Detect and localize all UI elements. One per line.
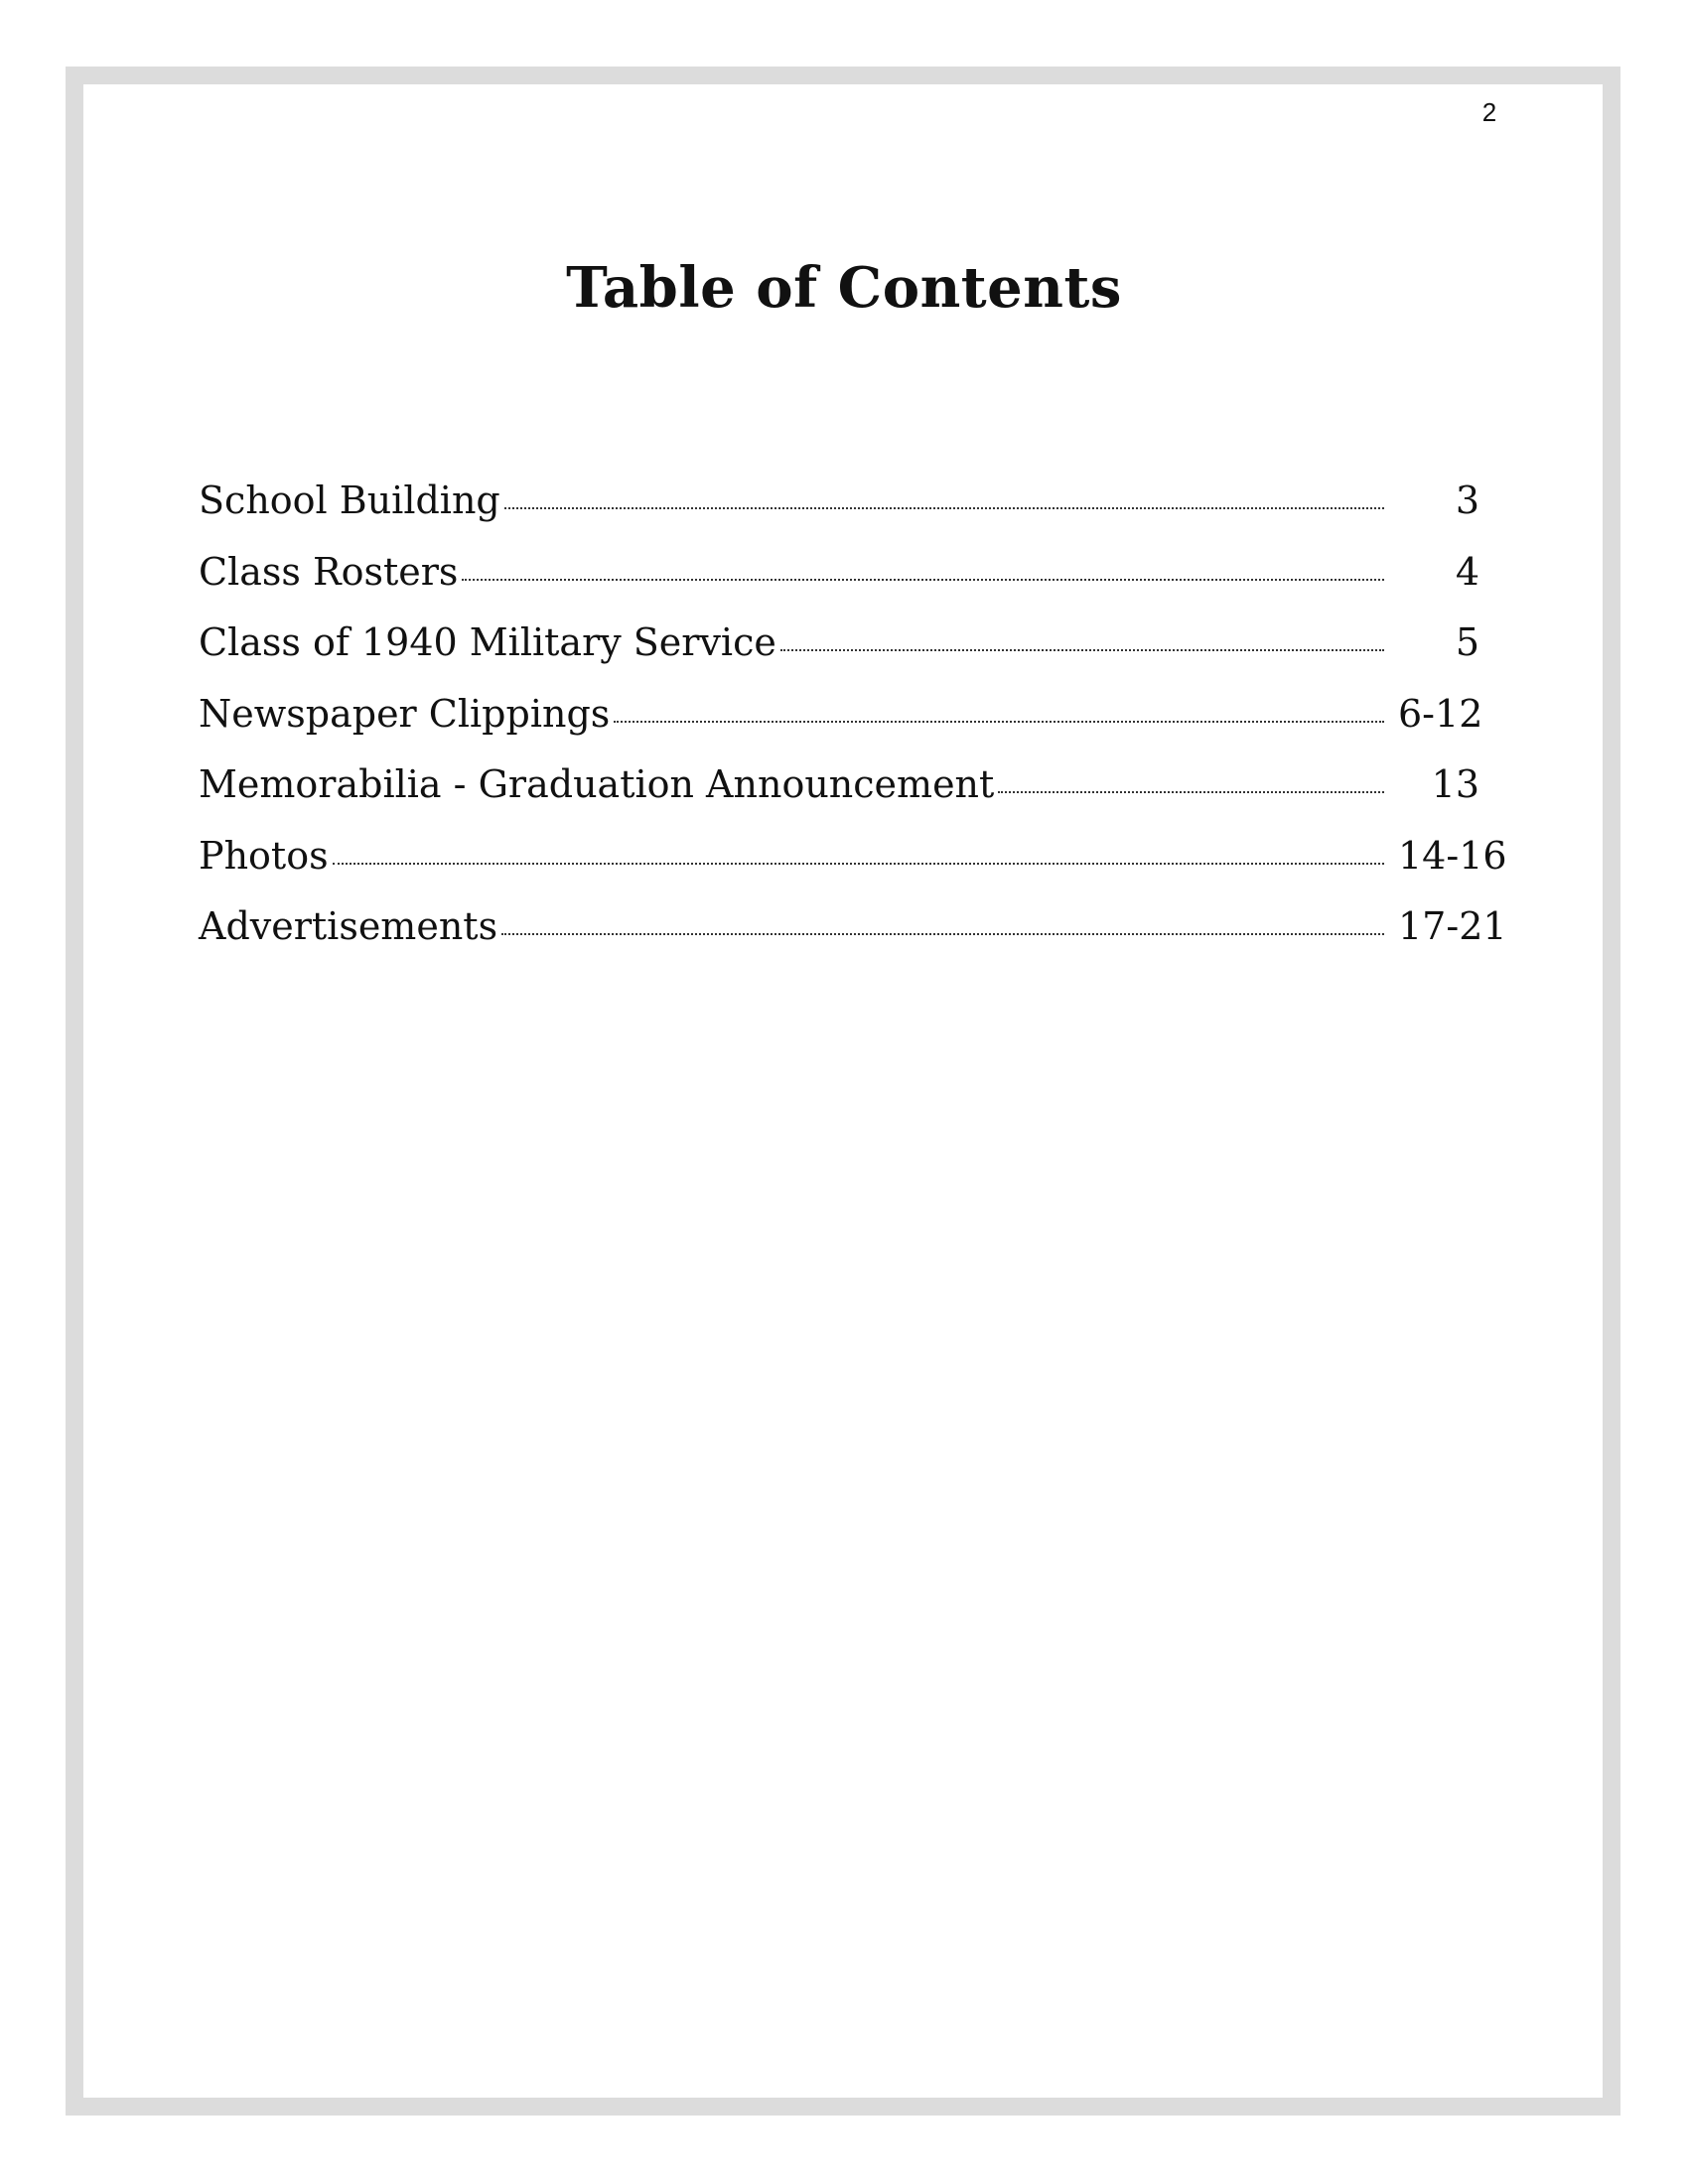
page-number: 2 xyxy=(1481,97,1497,127)
dot-leader xyxy=(780,649,1384,651)
toc-entry-label: Newspaper Clippings xyxy=(199,691,611,736)
toc-entry-page: 6-12 xyxy=(1398,691,1483,736)
page-title: Table of Contents xyxy=(566,255,1122,321)
dot-leader xyxy=(501,933,1384,935)
toc-entry-label: Memorabilia - Graduation Announcement xyxy=(199,762,995,806)
toc-entry-page: 5 xyxy=(1455,620,1479,664)
toc-entry-page: 13 xyxy=(1431,762,1479,806)
toc-entry-page: 4 xyxy=(1455,549,1479,594)
dot-leader xyxy=(614,721,1384,723)
toc-entry-label: Advertisements xyxy=(199,904,498,948)
dot-leader xyxy=(333,863,1384,865)
toc-entry-label: Class of 1940 Military Service xyxy=(199,620,776,664)
toc-entry-memorabilia[interactable] xyxy=(199,755,1479,827)
toc-entry-label: Photos xyxy=(199,833,329,878)
toc-entry-page: 3 xyxy=(1455,478,1479,522)
toc-entry-newspaper-clippings[interactable] xyxy=(199,685,1483,756)
toc-entry-photos[interactable] xyxy=(199,827,1507,898)
toc-entry-advertisements[interactable] xyxy=(199,897,1507,969)
toc-entry-page: 17-21 xyxy=(1398,904,1507,948)
toc-entry-school-building[interactable] xyxy=(199,472,1479,543)
dot-leader xyxy=(462,579,1384,581)
table-of-contents xyxy=(199,472,1507,969)
page-border xyxy=(66,67,1620,2116)
toc-entry-military-service[interactable] xyxy=(199,614,1479,685)
toc-entry-label: School Building xyxy=(199,478,500,522)
toc-entry-page: 14-16 xyxy=(1398,833,1507,878)
dot-leader xyxy=(998,791,1384,793)
toc-entry-class-rosters[interactable] xyxy=(199,543,1479,614)
dot-leader xyxy=(504,507,1384,509)
toc-entry-label: Class Rosters xyxy=(199,549,459,594)
